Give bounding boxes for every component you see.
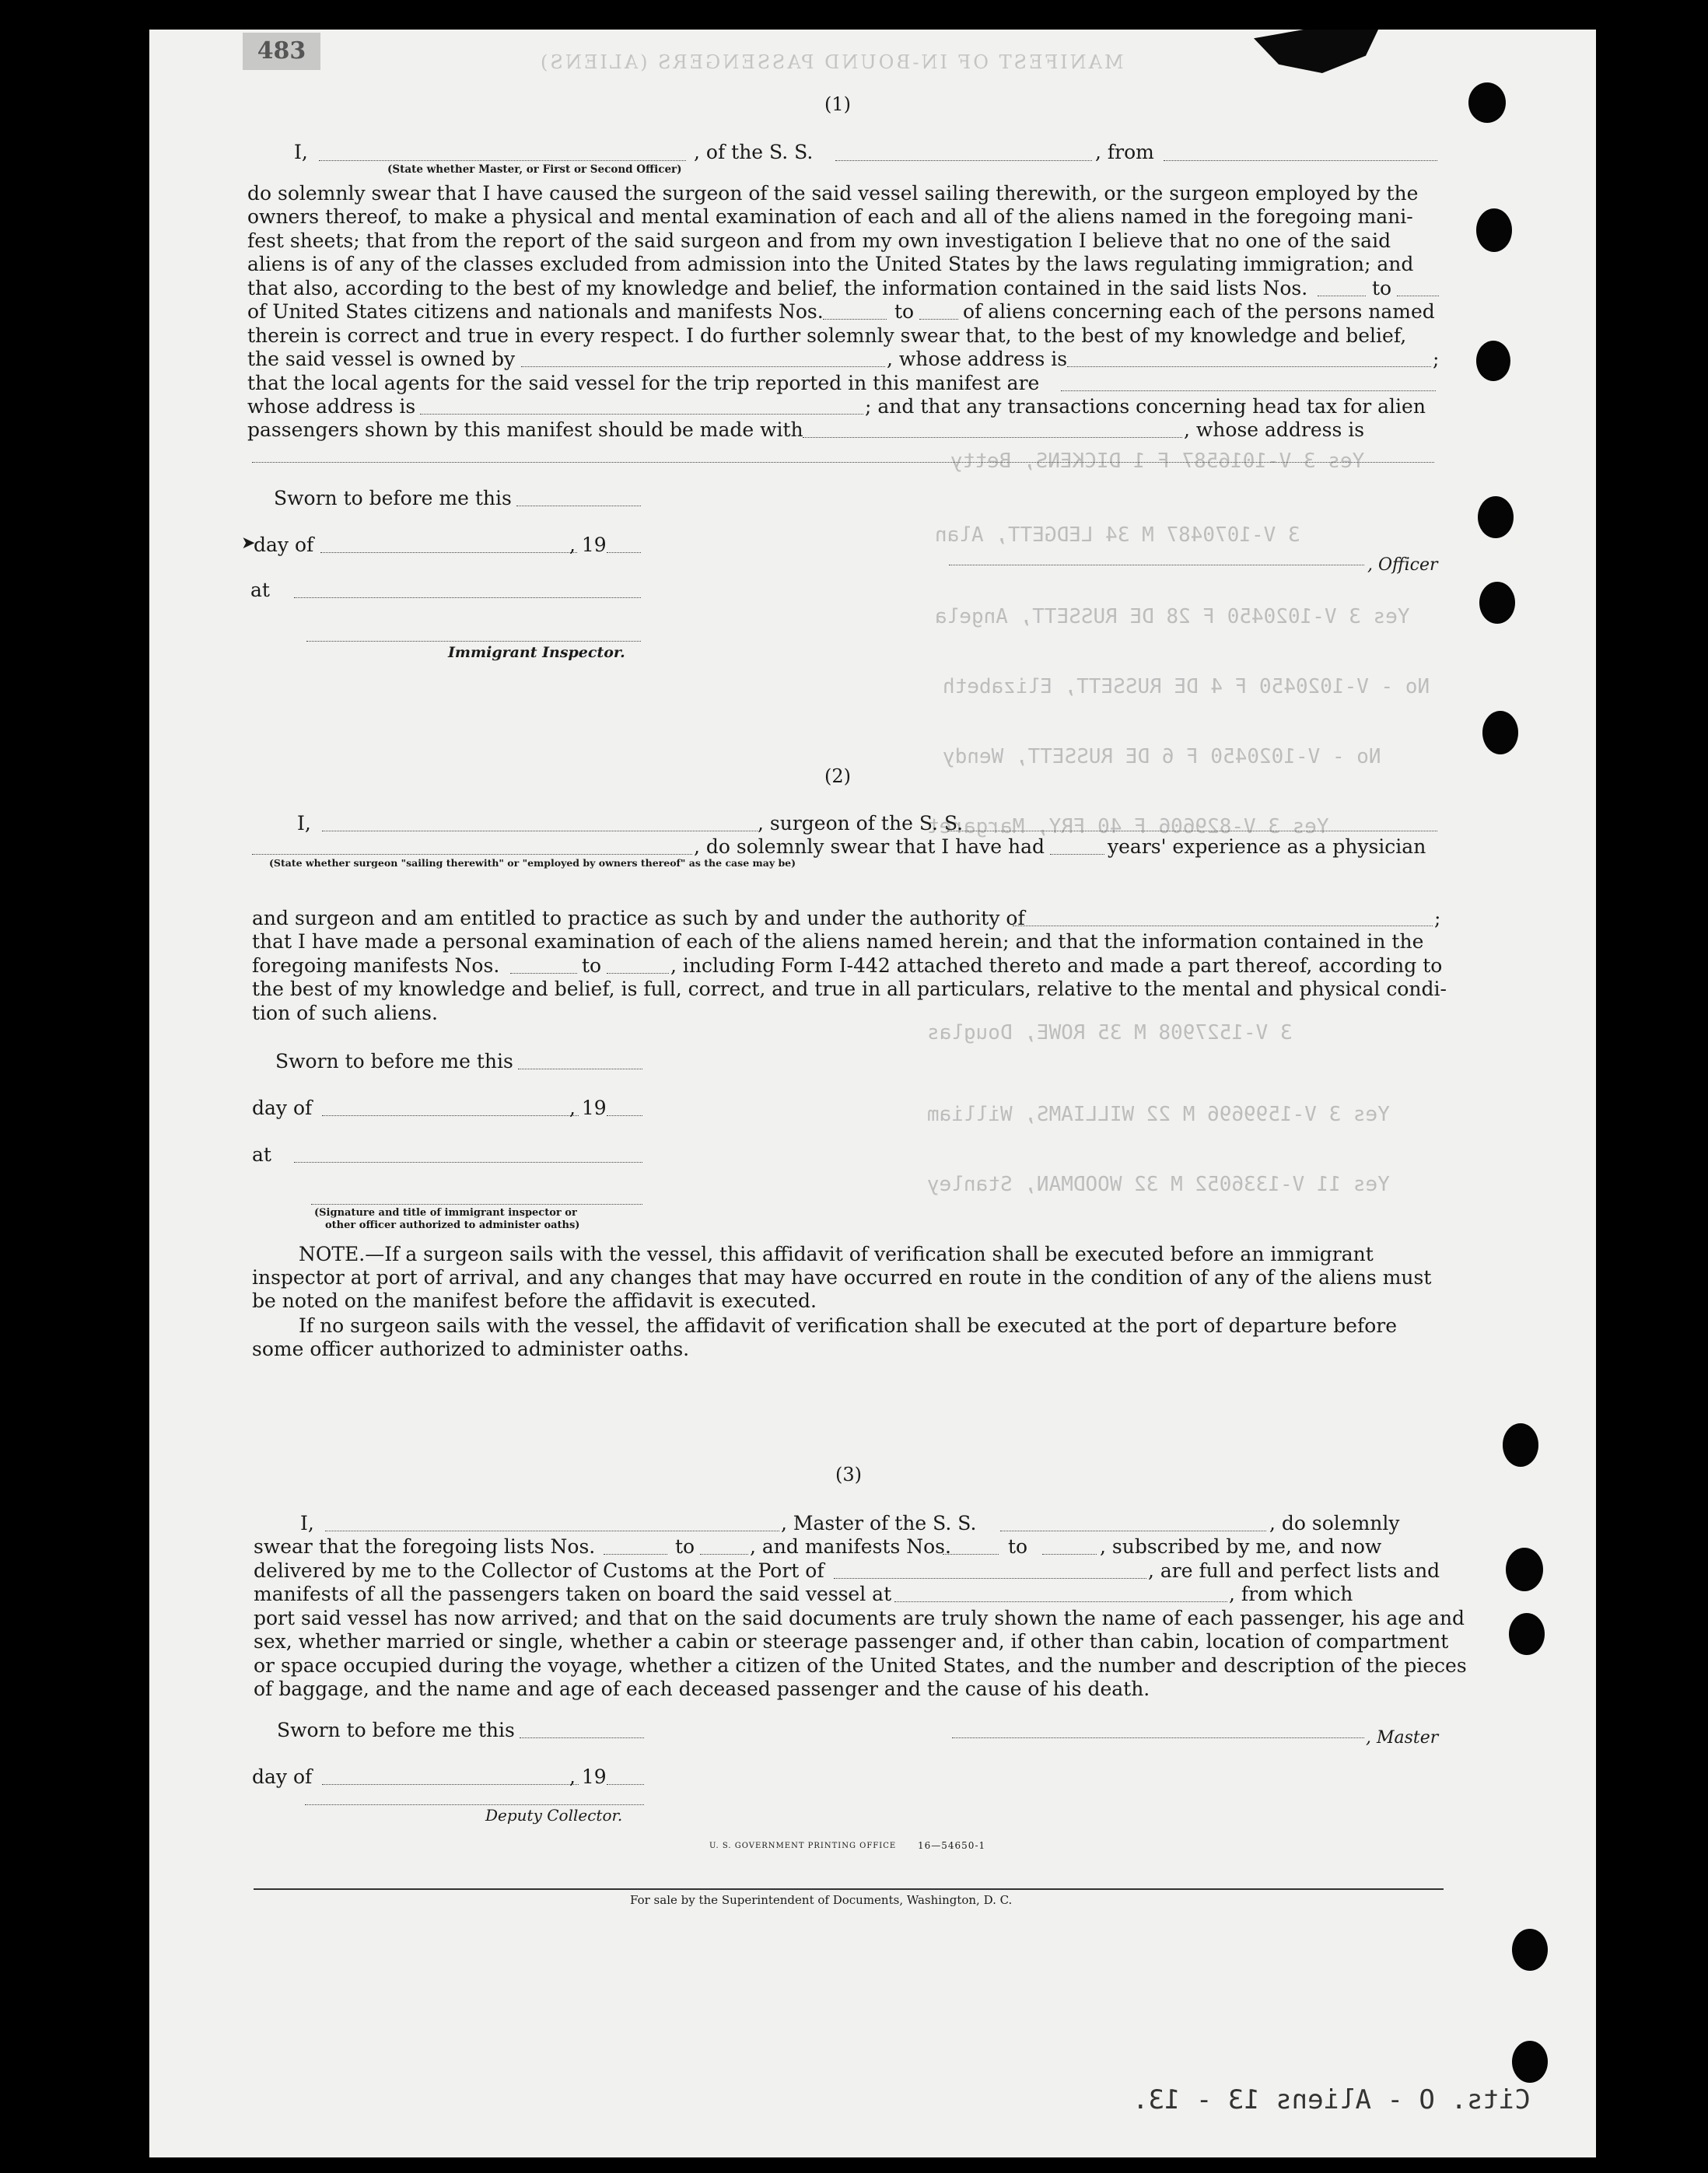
signature-caption-line-1: (Signature and title of immigrant inspector or [314, 1207, 577, 1219]
bottom-stamp: Cits. O - Aliens 13 - 13. [1132, 2084, 1531, 2115]
to-label: to [582, 954, 602, 977]
owner-address-field[interactable] [1067, 366, 1431, 367]
year-prefix-3: , 19 [569, 1765, 607, 1788]
bleed-through-text: Yes 3 V-1016587 F 1 DICKENS, Betty [950, 450, 1365, 473]
head-tax-text: ; and that any transactions concerning head tax for alien [865, 395, 1426, 418]
section-3-master-label: , Master of the S. S. [781, 1512, 977, 1534]
year-field-2[interactable] [607, 1115, 642, 1116]
bleed-through-text: Yes 3 V-1599696 M 22 WILLIAMS, William [927, 1103, 1390, 1126]
to-label: to [1008, 1535, 1028, 1558]
bleed-through-text: Yes 11 V-1336052 M 32 WOODMAN, Stanley [927, 1173, 1390, 1196]
section-2-paragraph-line: foregoing manifests Nos. [252, 954, 500, 977]
section-2-paragraph-line: and surgeon and am entitled to practice as such by and under the authority of [252, 907, 1025, 929]
section-1-ss-label: , of the S. S. [694, 141, 814, 163]
section-3-manifests-from-field[interactable] [943, 1554, 999, 1555]
port-of-field[interactable] [834, 1578, 1146, 1579]
section-1-paragraph-line: therein is correct and true in every respect. I do further solemnly swear that, to the best of my knowledge and belief, [247, 324, 1407, 347]
head-tax-address-field[interactable] [252, 462, 1434, 463]
section-3-from-which-text: , from which [1229, 1583, 1353, 1605]
binder-hole [1509, 1613, 1545, 1655]
binder-hole [1476, 341, 1510, 381]
collector-signature-field[interactable] [305, 1804, 644, 1805]
day-of-field-1[interactable] [320, 552, 577, 553]
semicolon: ; [1433, 348, 1440, 370]
section-3-lists-from-field[interactable] [604, 1554, 667, 1555]
binder-hole [1506, 1548, 1543, 1591]
year-prefix-1: , 19 [569, 534, 607, 556]
year-field-3[interactable] [607, 1784, 644, 1785]
to-label: to [894, 300, 915, 323]
deputy-collector-label: Deputy Collector. [485, 1806, 623, 1825]
years-field[interactable] [1050, 854, 1104, 855]
sworn-label-1: Sworn to before me this [274, 487, 512, 509]
section-3-manifests-to-field[interactable] [1042, 1554, 1097, 1555]
section-3-paragraph-line: of baggage, and the name and age of each deceased passenger and the cause of his death. [254, 1678, 1150, 1700]
section-2-number: (2) [824, 765, 851, 787]
day-of-label-1: day of [254, 534, 314, 556]
signature-caption-line-2: other officer authorized to administer oaths) [325, 1219, 580, 1231]
for-sale-notice: For sale by the Superintendent of Documents, Washington, D. C. [630, 1893, 1013, 1907]
to-label: to [675, 1535, 695, 1558]
bleed-through-text: Yes 3 V-1020450 F 28 DE RUSSETT, Angela [935, 605, 1410, 628]
binder-hole [1512, 2041, 1548, 2083]
gpo-imprint: U. S. GOVERNMENT PRINTING OFFICE [709, 1842, 897, 1850]
section-3-number: (3) [835, 1464, 862, 1485]
document-page [149, 30, 1596, 2157]
surgeon-status-field[interactable] [252, 854, 692, 855]
owned-by-field[interactable] [521, 366, 885, 367]
section-1-from-label: , from [1095, 141, 1154, 163]
section-3-paragraph-line: port said vessel has now arrived; and that on the said documents are truly shown the name of each passenger, his age and [254, 1607, 1465, 1629]
binder-hole [1479, 582, 1515, 624]
section-3-manifests-all-text: manifests of all the passengers taken on board the said vessel at [254, 1583, 892, 1605]
whose-address-end-label: , whose address is [1184, 418, 1365, 441]
section-2-manifests-to-field[interactable] [607, 973, 669, 974]
section-2-caption: (State whether surgeon "sailing therewith" or "employed by owners thereof" as the case may be) [269, 857, 796, 869]
bleed-through-text: Yes 3 V-829606 F 40 FRY, Margaret [927, 815, 1329, 838]
year-field-1[interactable] [607, 552, 641, 553]
binder-hole [1482, 711, 1518, 754]
note-line: inspector at port of arrival, and any changes that may have occurred en route in the condition of any of the aliens must [252, 1266, 1432, 1289]
section-3-swear-label: , do solemnly [1269, 1512, 1400, 1534]
footer-rule [254, 1888, 1444, 1890]
day-of-label-2: day of [252, 1097, 313, 1119]
section-3-full-lists-text: , are full and perfect lists and [1148, 1559, 1440, 1582]
at-label-2: at [252, 1143, 271, 1166]
aliens-named-text: of aliens concerning each of the persons named [963, 300, 1435, 323]
binder-hole [1468, 82, 1506, 123]
section-1-paragraph-line: whose address is [247, 395, 416, 418]
section-1-paragraph-line: that the local agents for the said vessel for the trip reported in this manifest are [247, 372, 1040, 394]
master-signature-field[interactable] [952, 1737, 1364, 1738]
section-3-lists-to-field[interactable] [700, 1554, 748, 1555]
to-label: to [1372, 277, 1392, 299]
day-of-field-3[interactable] [322, 1784, 579, 1785]
section-1-paragraph-line: of United States citizens and nationals and manifests Nos. [247, 300, 824, 323]
section-1-paragraph-line: do solemnly swear that I have caused the surgeon of the said vessel sailing therewith, or the surgeon employed by the [247, 182, 1419, 205]
section-1-i-label: I, [294, 141, 308, 163]
section-1-vessel-field[interactable] [835, 160, 1092, 161]
at-label-1: at [250, 579, 270, 601]
section-1-from-field[interactable] [1164, 160, 1437, 161]
section-1-name-field[interactable] [319, 160, 686, 161]
binder-hole [1476, 208, 1512, 252]
section-2-paragraph-line: tion of such aliens. [252, 1002, 438, 1024]
at-field-1[interactable] [294, 597, 641, 598]
at-field-2[interactable] [294, 1162, 642, 1163]
bleed-through-text: No - V-1020450 F 4 DE RUSSETT, Elizabeth [943, 675, 1430, 698]
bleed-through-text: 3 V-1527908 M 35 ROWE, Douglas [927, 1021, 1293, 1045]
sworn-label-2: Sworn to before me this [275, 1050, 513, 1073]
section-2-i-label: I, [297, 812, 311, 835]
master-label: , Master [1366, 1728, 1439, 1748]
section-1-paragraph-line: aliens is of any of the classes excluded from admission into the United States by the laws regulating immigration; and [247, 253, 1414, 275]
bleed-through-text: 3 V-1070487 M 34 LEDGETT, Alan [935, 523, 1300, 547]
binder-hole [1503, 1423, 1538, 1467]
manifests-to-field[interactable] [919, 319, 958, 320]
stamp-number: 483 [243, 33, 320, 70]
sworn-day-field-3[interactable] [520, 1737, 644, 1738]
semicolon: ; [1434, 907, 1441, 929]
note-line: some officer authorized to administer oaths. [252, 1338, 690, 1360]
inspector-signature-field-1[interactable] [306, 641, 641, 642]
form-i442-text: , including Form I-442 attached thereto and made a part thereof, according to [670, 954, 1443, 977]
boarded-at-field[interactable] [894, 1601, 1227, 1602]
sworn-label-3: Sworn to before me this [277, 1719, 515, 1741]
bleed-through-text: No - V-1020450 F 6 DE RUSSETT, Wendy [943, 745, 1381, 768]
agents-address-field[interactable] [420, 414, 863, 415]
section-1-paragraph-line: the said vessel is owned by [247, 348, 516, 370]
form-code: 16—54650-1 [918, 1840, 986, 1851]
note-line: If no surgeon sails with the vessel, the affidavit of verification shall be executed at the port of departure before [299, 1314, 1397, 1337]
section-2-manifests-from-field[interactable] [510, 973, 577, 974]
day-of-field-2[interactable] [322, 1115, 579, 1116]
section-1-caption: (State whether Master, or First or Second Officer) [387, 163, 682, 176]
tick-mark: ➤ [241, 534, 256, 553]
section-1-paragraph-line: that also, according to the best of my knowledge and belief, the information contained in the said lists Nos. [247, 277, 1308, 299]
binder-hole [1478, 496, 1514, 538]
section-1-number: (1) [824, 93, 851, 115]
swear-had-text: , do solemnly swear that I have had [694, 835, 1045, 858]
head-tax-party-field[interactable] [803, 437, 1182, 438]
note-line: NOTE.—If a surgeon sails with the vessel, this affidavit of verification shall be executed before an immigrant [299, 1243, 1374, 1265]
whose-address-label: , whose address is [887, 348, 1068, 370]
section-3-paragraph-line: or space occupied during the voyage, whether a citizen of the United States, and the number and description of the pieces [254, 1654, 1467, 1677]
section-2-paragraph-line: the best of my knowledge and belief, is full, correct, and true in all particulars, relative to the mental and physical condi- [252, 978, 1447, 1000]
section-2-paragraph-line: that I have made a personal examination of each of the aliens named herein; and that the information contained in the [252, 930, 1424, 953]
note-line: be noted on the manifest before the affidavit is executed. [252, 1289, 817, 1312]
section-3-subscribed-text: , subscribed by me, and now [1100, 1535, 1382, 1558]
black-corner-mark [1254, 30, 1378, 73]
inspector-signature-field-2[interactable] [311, 1204, 642, 1205]
binder-hole [1512, 1929, 1548, 1971]
immigrant-inspector-label: Immigrant Inspector. [448, 644, 625, 661]
officer-label: , Officer [1367, 555, 1438, 575]
section-3-delivered-text: delivered by me to the Collector of Customs at the Port of [254, 1559, 824, 1582]
section-1-paragraph-line: owners thereof, to make a physical and mental examination of each and all of the aliens named in the foregoing mani- [247, 205, 1413, 228]
section-1-paragraph-line: fest sheets; that from the report of the said surgeon and from my own investigation I believe that no one of the said [247, 229, 1391, 252]
section-3-paragraph-line: sex, whether married or single, whether a cabin or steerage passenger and, if other than cabin, location of compartment [254, 1630, 1449, 1653]
section-1-paragraph-line: passengers shown by this manifest should be made with [247, 418, 803, 441]
years-experience-text: years' experience as a physician [1108, 835, 1426, 858]
section-2-surgeon-label: , surgeon of the S. S. [758, 812, 964, 835]
manifests-from-field[interactable] [823, 319, 887, 320]
day-of-label-3: day of [252, 1765, 313, 1788]
section-3-lists-text: swear that the foregoing lists Nos. [254, 1535, 596, 1558]
section-3-manifests-text: , and manifests Nos. [750, 1535, 951, 1558]
local-agents-field[interactable] [1061, 390, 1436, 391]
section-3-i-label: I, [300, 1512, 314, 1534]
faint-title: MANIFEST OF IN-BOUND PASSENGERS (ALIENS) [538, 51, 1124, 73]
year-prefix-2: , 19 [569, 1097, 607, 1119]
